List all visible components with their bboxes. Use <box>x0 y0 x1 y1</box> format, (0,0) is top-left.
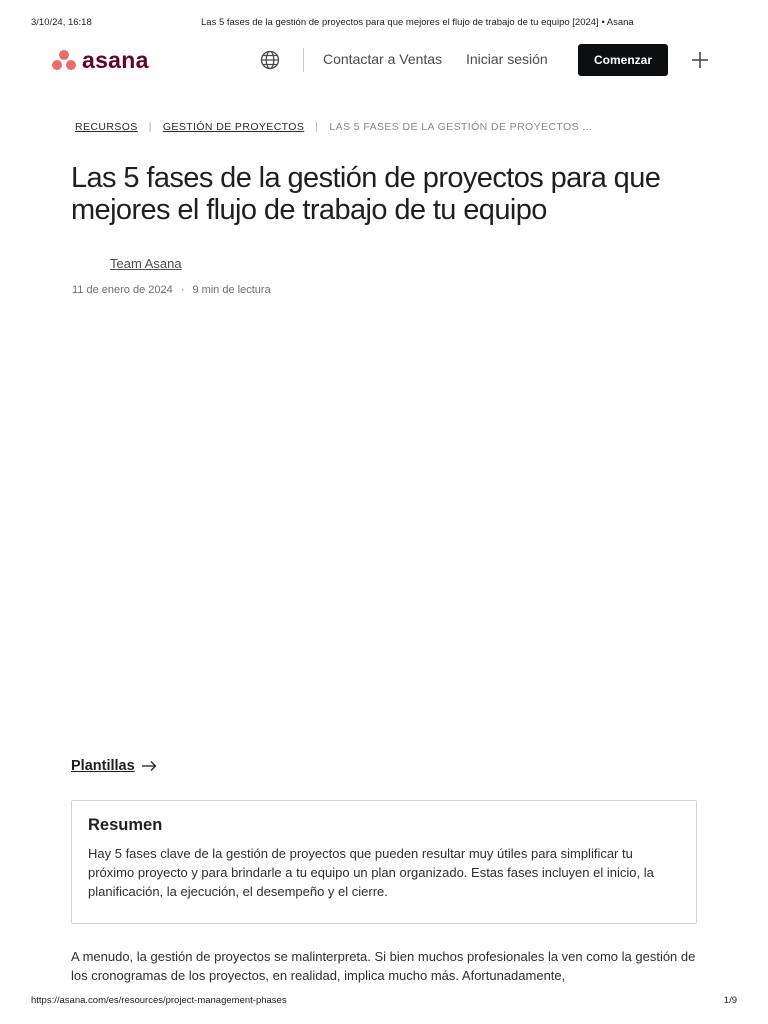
breadcrumb-separator: | <box>148 121 152 133</box>
login-link[interactable]: Iniciar sesión <box>466 51 548 67</box>
nav-divider <box>303 48 304 72</box>
print-datetime: 3/10/24, 16:18 <box>31 17 92 28</box>
breadcrumb-project-management[interactable]: GESTIÓN DE PROYECTOS <box>162 121 305 133</box>
breadcrumb-current-page: LAS 5 FASES DE LA GESTIÓN DE PROYECTOS ... <box>329 121 593 133</box>
templates-link[interactable] <box>71 758 157 774</box>
summary-title: Resumen <box>88 816 163 834</box>
contact-sales-link[interactable]: Contactar a Ventas <box>323 51 443 67</box>
plus-icon[interactable] <box>690 50 710 70</box>
summary-text: Hay 5 fases clave de la gestión de proyectos que pueden resultar muy útiles para simplificar tu próximo proyecto y para brindarle a tu equipo un plan organizado. Estas fases incluyen el inicio, la planificación, la ejecución, el desempeño y el cierre. <box>88 846 654 899</box>
article-intro-paragraph: A menudo, la gestión de proyectos se malinterpreta. Si bien muchos profesionales la ven como la gestión de los cronogramas de los proyectos, en realidad, implica mucho más. Afortunadamente, <box>71 949 696 983</box>
print-url: https://asana.com/es/resources/project-management-phases <box>31 995 287 1006</box>
templates-link-label: Plantillas <box>71 758 135 774</box>
print-document-title: Las 5 fases de la gestión de proyectos para que mejores el flujo de trabajo de tu equipo [2024] • Asana <box>201 17 634 28</box>
print-header <box>0 17 768 31</box>
breadcrumb-resources[interactable]: RECURSOS <box>75 121 138 133</box>
article-meta <box>72 284 271 296</box>
arrow-right-icon <box>141 760 157 772</box>
asana-logo-icon <box>52 50 76 71</box>
breadcrumb-separator: | <box>315 121 319 133</box>
summary-box <box>71 800 697 924</box>
author-link[interactable]: Team Asana <box>110 256 182 271</box>
publish-date: 11 de enero de 2024 <box>72 284 173 296</box>
print-page-number: 1/9 <box>723 995 737 1006</box>
article-title: Las 5 fases de la gestión de proyectos para que mejores el flujo de trabajo de tu equipo <box>71 162 661 226</box>
meta-separator: · <box>180 284 185 296</box>
read-time: 9 min de lectura <box>192 284 271 296</box>
top-navigation <box>0 42 768 78</box>
asana-wordmark: asana <box>82 47 149 73</box>
breadcrumb <box>75 120 592 134</box>
asana-logo[interactable] <box>52 48 149 72</box>
get-started-button[interactable]: Comenzar <box>578 44 668 76</box>
print-footer <box>0 995 768 1009</box>
globe-icon[interactable] <box>260 50 280 70</box>
